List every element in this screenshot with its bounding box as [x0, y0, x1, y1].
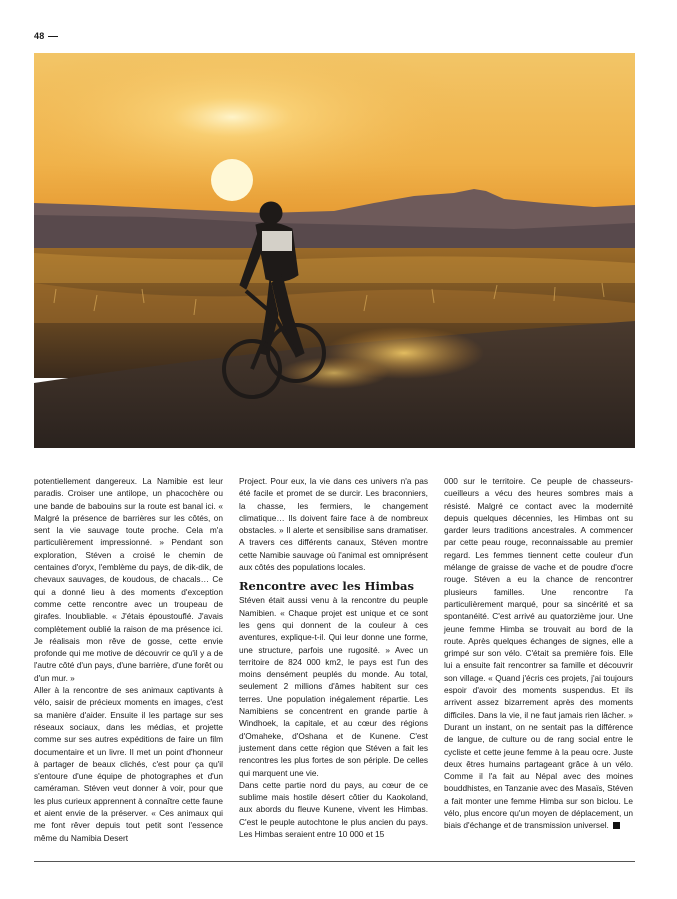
- end-of-article-mark: [613, 822, 620, 829]
- page-number: 48: [34, 31, 45, 41]
- paragraph: Aller à la rencontre de ses animaux captivants à vélo, saisir de précieux moments en images, c'est sa manière d'aider. Ensuite il les partage sur ses réseaux sociaux, dans les médias, et projette comme sur ses autres expéditions de faire un film documentaire et un livre. Il met un point d'honneur à partager de beaux clichés, c'est pour ça qu'il s'entoure d'une équipe de photographes et d'un caméraman. Stéven veut donner à voir, pour que les plus curieux apprennent à connaître cette faune et aient envie de la préserver. « Ces animaux qui me font rêver depuis tout petit sont l'essence même du Namibia Desert: [34, 685, 223, 843]
- paragraph-text: 000 sur le territoire. Ce peuple de chasseurs-cueilleurs a vécu des heures sombres mais a résisté. Malgré ce contact avec la modernité depuis quelques décennies, les Himbas ont su garder leurs traditions ancestrales. A commencer par cette peau rouge, reconnaissable au premier regard. Les femmes tiennent cette couleur d'un mélange de graisse de vache et de poudre d'ocre rouge. Stéven a eu la chance de rencontrer plusieurs familles. Une rencontre l'a particulièrement marqué, pour sa sincérité et sa spontanéité. C'est arrivé au quatorzième jour. Une jeune femme Himba se trouvait au bord de la route. Après quelques échanges de signes, elle a grimpé sur son vélo. C'était sa première fois. Elle lui a ensuite fait rencontrer sa famille et découvrir son village. « Quand j'écris ces projets, j'ai toujours espoir d'avoir des moments suspendus. Et ils arrivent assez bizarrement après des moments difficiles. Dans la vie, il ne faut jamais rien lâcher. » Durant un instant, on ne sentait pas la différence de langue, de culture ou de rang social entre le cycliste et cette jeune femme à la peau ocre. Juste deux êtres humains partageant grâce à un vélo. Comme il l'a fait au Népal avec des moines bouddhistes, en Tanzanie avec des Masaïs, Stéven a fait monter une femme Himba sur son biclou. Le vélo, plus encore qu'un moyen de déplacement, un biais d'échange et de transmission universel.: [444, 476, 633, 831]
- article-photo: [34, 53, 635, 448]
- column-1: [34, 475, 223, 844]
- page-number-rule: [48, 36, 58, 37]
- article-body: [34, 475, 635, 845]
- column-2: [239, 475, 428, 840]
- paragraph: potentiellement dangereux. La Namibie est leur paradis. Croiser une antilope, un phacochère ou une bande de babouins sur la route est banal ici. « Malgré la présence de barrières sur les côtés, on sent la vie sauvage toute proche. Cela m'a particulièrement impressionné. » Pendant son exploration, Stéven a croisé le chemin de centaines d'oryx, l'emblème du pays, de dik-dik, de chevaux sauvages, de koudous, de chacals… Ce qui a donné lieu à des moments d'exception comme cette rencontre avec un troupeau de girafes. Inoubliable. « J'étais époustouflé. J'avais complètement oublié la raison de ma présence ici. Je réalisais mon rêve de gosse, cette envie profonde qui me motive de découvrir ce qu'il y a de l'autre côté d'un pays, d'une barrière, d'une forêt ou d'un mur. »: [34, 476, 223, 683]
- paragraph: [444, 475, 633, 832]
- column-3: [444, 475, 633, 832]
- paragraph: Project. Pour eux, la vie dans ces univers n'a pas été facile et promet de se durcir. Les braconniers, la chasse, les fermiers, le changement climatique… Ils doivent faire face à de nombreux obstacles. » Il alerte et sensibilise sans dramatiser. A travers ces différents canaux, Stéven montre cette Namibie sauvage où l'animal est omniprésent aux côtés des populations locales.: [239, 476, 428, 573]
- bottom-rule: [34, 861, 635, 862]
- section-heading: Rencontre avec les Himbas: [239, 579, 414, 594]
- paragraph: Stéven était aussi venu à la rencontre du peuple Namibien. « Chaque projet est unique et ce sont les gens qui donnent de la couleur à ces aventures, explique-t-il. Qui leur donne une forme, une structure, parfois une rugosité. » Avec un territoire de 824 000 km2, le pays est l'un des moins densément peuplés du monde. Au total, seulement 2 millions d'âmes habitent sur ces terres. Une population inégalement répartie. Les Namibiens se concentrent en grande partie à Windhoek, la capitale, et au cœur des régions d'Omaheke, d'Oshana et de Kunene. C'est justement dans cette région que Stéven a fait les rencontres les plus fortes de son périple. De celles qui marquent une vie.: [239, 595, 428, 778]
- paragraph: Dans cette partie nord du pays, au cœur de ce sublime mais hostile désert côtier du Kaokoland, aux abords du fleuve Kunene, vivent les Himbas. C'est le peuple autochtone le plus ancien du pays. Les Himbas seraient entre 10 000 et 15: [239, 779, 428, 840]
